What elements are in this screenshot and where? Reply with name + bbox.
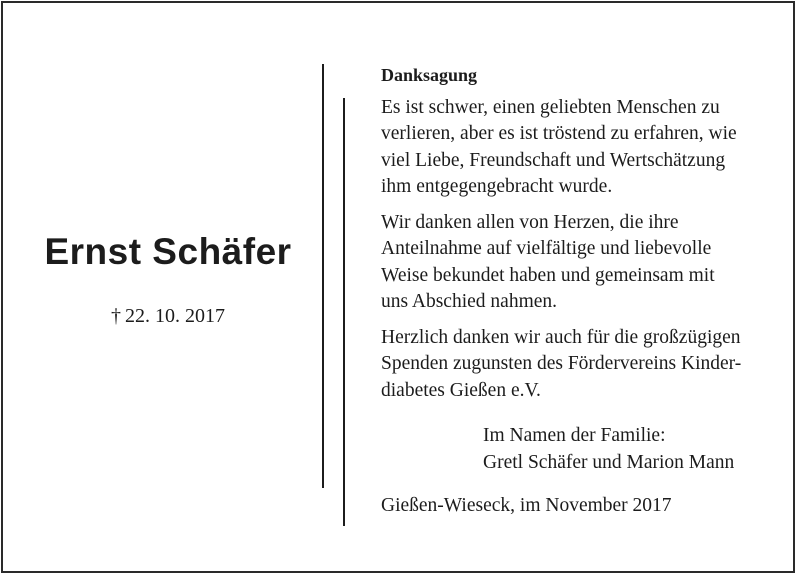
death-date: 22. 10. 2017 bbox=[125, 305, 225, 327]
death-date-line bbox=[33, 305, 303, 328]
signature-block bbox=[483, 423, 734, 476]
signature-names: Gretl Schäfer und Marion Mann bbox=[483, 451, 735, 473]
text-line: Herzlich danken wir auch für die großzügigen bbox=[381, 326, 741, 348]
divider-line-left bbox=[322, 64, 324, 488]
deceased-name: Ernst Schäfer bbox=[44, 231, 292, 272]
text-line: ihm entgegengebracht wurde. bbox=[381, 176, 613, 197]
text-line: Anteilnahme auf vielfältige und liebevolle bbox=[381, 238, 712, 259]
thanks-heading: Danksagung bbox=[381, 65, 478, 85]
text-line: Weise bekundet haben und gemeinsam mit bbox=[381, 264, 715, 286]
thanks-paragraph-2 bbox=[381, 210, 771, 316]
text-line: diabetes Gießen e.V. bbox=[381, 379, 541, 401]
text-line: viel Liebe, Freundschaft und Wertschätzung bbox=[381, 149, 726, 171]
signature-line: Im Namen der Familie: bbox=[483, 425, 666, 446]
cross-icon: † bbox=[111, 305, 121, 327]
deceased-block bbox=[33, 231, 303, 328]
place-date: Gießen-Wieseck, im November 2017 bbox=[381, 495, 672, 516]
text-line: uns Abschied nahmen. bbox=[381, 291, 558, 312]
text-line: Es ist schwer, einen geliebten Menschen zu bbox=[381, 96, 720, 118]
text-line: Spenden zugunsten des Fördervereins Kinder- bbox=[381, 353, 742, 374]
divider-line-right bbox=[343, 98, 345, 526]
thanks-paragraph-1 bbox=[381, 95, 771, 201]
thanks-text bbox=[381, 62, 771, 413]
thanks-paragraph-3 bbox=[381, 325, 771, 405]
text-line: verlieren, aber es ist tröstend zu erfahren, wie bbox=[381, 123, 737, 144]
text-line: Wir danken allen von Herzen, die ihre bbox=[381, 211, 679, 233]
